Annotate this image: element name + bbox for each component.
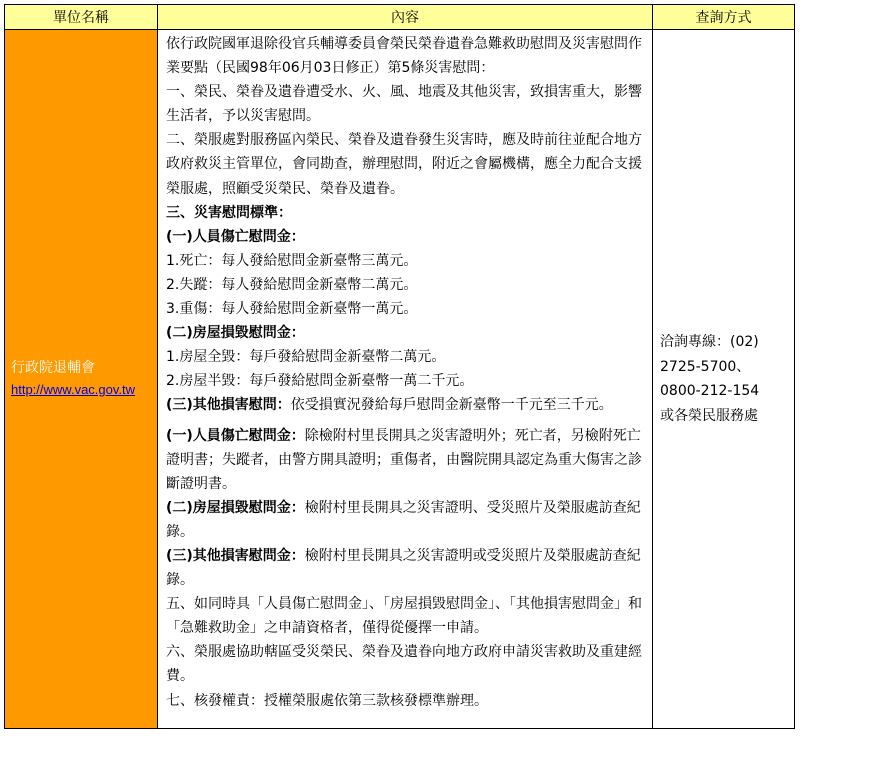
- document-3-text: 檢附村里長開具之災害證明或受災照片及榮服處訪查紀錄。: [166, 547, 641, 589]
- contact-tollfree: 0800-212-154: [660, 383, 760, 399]
- document-1-text: 除檢附村里長開具之災害證明外；死亡者，另檢附死亡證明書；失蹤者，由警方開具證明；重傷者，由醫院開具認定為重大傷害之診斷證明書。: [166, 427, 642, 492]
- standard-2-line: 1.房屋全毀：每戶發給慰問金新臺幣二萬元。: [166, 349, 446, 366]
- content-item-6: 六、榮服處協助轄區受災榮民、榮眷及遺眷向地方政府申請災害救助及重建經費。: [166, 644, 642, 685]
- content-intro: 依行政院國軍退除役官兵輔導委員會榮民榮眷遺眷急難救助慰問及災害慰問作業要點（民國98年06月03日修正）第5條災害慰問：: [166, 36, 642, 77]
- header-content: 內容: [158, 5, 653, 30]
- standard-2-title: (二)房屋損毀慰問金：: [166, 325, 305, 342]
- content-item-7: 七、核發權責：授權榮服處依第三款核發標準辦理。: [166, 692, 488, 709]
- standard-2-line: 2.房屋半毀：每戶發給慰問金新臺幣一萬二千元。: [166, 373, 474, 390]
- standard-1-line: 2.失蹤：每人發給慰問金新臺幣二萬元。: [166, 276, 418, 293]
- unit-website-link[interactable]: http://www.vac.gov.tw: [11, 382, 136, 397]
- standard-1-title: (一)人員傷亡慰問金：: [166, 228, 305, 245]
- header-unit: 單位名稱: [5, 5, 158, 30]
- standard-3-text: 依受損實況發給每戶慰問金新臺幣一千元至三千元。: [290, 397, 613, 414]
- contact-line: 或各榮民服務處: [660, 407, 758, 424]
- header-contact: 查詢方式: [653, 5, 795, 30]
- content-item-5: 五、如同時具「人員傷亡慰問金」、「房屋損毀慰問金」、「其他損害慰問金」和「急難救助金」之申請資格者，僅得從優擇一申請。: [166, 596, 642, 637]
- content-item-1: 一、榮民、榮眷及遺眷遭受水、火、風、地震及其他災害，致損害重大，影響生活者，予以災害慰問。: [166, 84, 642, 125]
- header-row: [5, 5, 795, 30]
- content-item-2: 二、榮服處對服務區內榮民、榮眷及遺眷發生災害時，應及時前往並配合地方政府救災主管單位，會同勘查，辦理慰問，附近之會屬機構，應全力配合支援榮服處，照顧受災榮民、榮眷及遺眷。: [166, 132, 642, 197]
- content-cell: [158, 30, 653, 729]
- contact-phone: 2725-5700、: [660, 358, 751, 375]
- data-row: [5, 30, 795, 729]
- unit-name: 行政院退輔會: [11, 360, 95, 376]
- contact-cell: [653, 30, 795, 729]
- document-2-title: (二)房屋損毀慰問金：: [166, 499, 305, 516]
- document-2: [166, 496, 648, 544]
- unit-cell: [5, 30, 158, 729]
- standard-3: [166, 393, 648, 417]
- contact-line: 洽詢專線：(02): [660, 334, 759, 350]
- document-3-title: (三)其他損害慰問金：: [166, 547, 305, 564]
- content-item-3-title: 三、災害慰問標準：: [166, 204, 292, 221]
- document-1-title: (一)人員傷亡慰問金：: [166, 427, 305, 444]
- info-table: [4, 4, 795, 729]
- standard-3-title: (三)其他損害慰問：: [166, 397, 291, 414]
- standard-1-line: 3.重傷：每人發給慰問金新臺幣一萬元。: [166, 301, 418, 318]
- document-2-text: 檢附村里長開具之災害證明、受災照片及榮服處訪查紀錄。: [166, 499, 641, 540]
- document-1: [166, 424, 648, 496]
- document-3: [166, 544, 648, 592]
- standard-1-line: 1.死亡：每人發給慰問金新臺幣三萬元。: [166, 252, 418, 269]
